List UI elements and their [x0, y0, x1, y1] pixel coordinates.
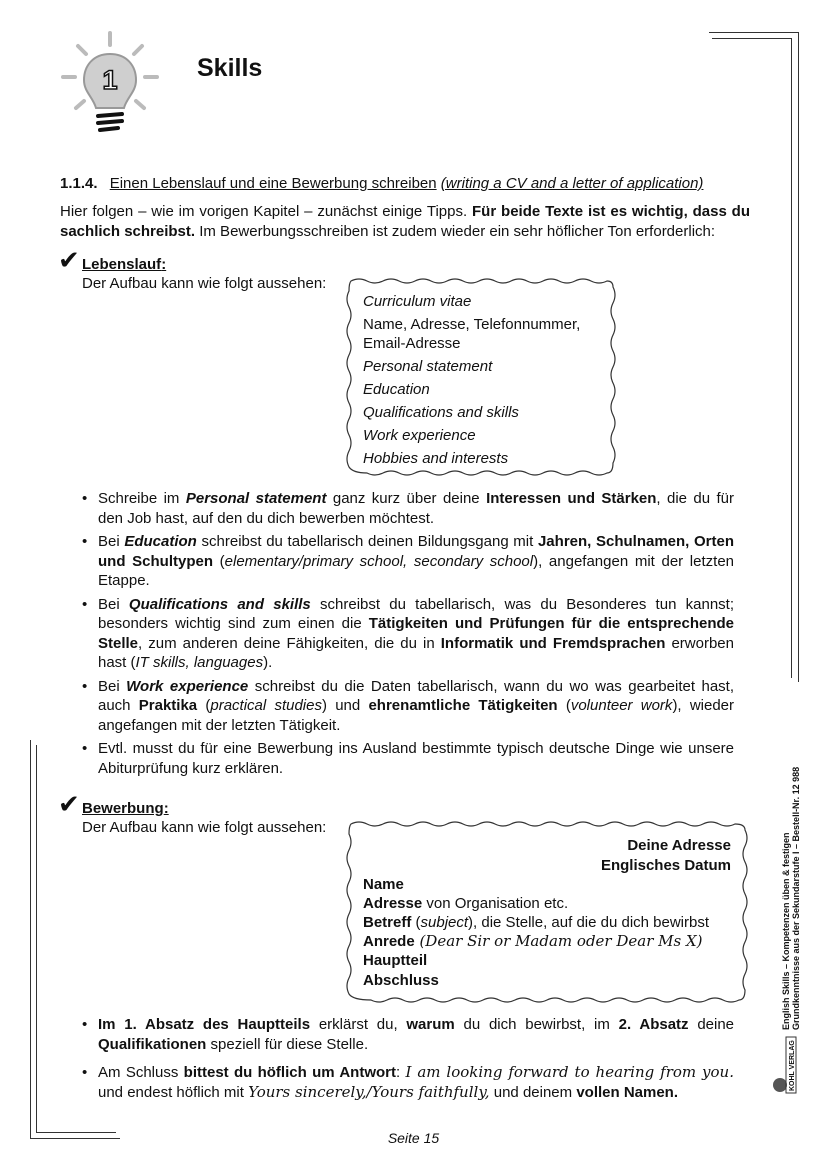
bewerbung-tips	[82, 1015, 734, 1106]
cv-item-4: Personal statement	[363, 358, 493, 375]
section-heading	[60, 174, 750, 194]
letter-adresse: Adresse von Organisation etc.	[363, 895, 569, 912]
bewerbung-heading: Bewerbung:	[82, 800, 169, 817]
frame-right-vertical	[798, 32, 799, 682]
chapter-number: 1	[102, 65, 118, 95]
sidebar-line-2: Grundkenntnisse aus der Sekundarstufe I – Bestell-Nr. 12 988	[791, 766, 801, 1030]
list-item: • Bei Qualifications and skills schreibst du tabellarisch, was du Besonderes tun kannst; besonders wichtig sind zum einen die Tätigkeiten und Prüfungen für die entsprechende Stelle, zum anderen deine Fähigkeiten, die du in Informatik und Fremdsprachen erworben hast (IT skills, languages).	[82, 595, 734, 673]
cv-item-6: Qualifications and skills	[363, 404, 519, 421]
frame-right-vertical-inner	[791, 38, 792, 678]
frame-left-vertical-inner	[36, 745, 37, 1132]
cv-item-7: Work experience	[363, 427, 476, 444]
cv-item-1: Curriculum vitae	[363, 293, 472, 310]
letter-date: Englisches Datum	[600, 857, 731, 874]
list-item: • Evtl. musst du für eine Bewerbung ins Ausland bestimmte typisch deutsche Dinge wie unsere Abiturprüfung kurz erklären.	[82, 739, 734, 778]
intro-text-1: Hier folgen – wie im vorigen Kapitel – zunächst einige Tipps.	[60, 203, 473, 220]
list-item: • Bei Work experience schreibst du die Daten tabellarisch, wann du wo was gearbeitet hast, auch Praktika (practical studies) und ehrenamtliche Tätigkeiten (volunteer work), wieder angefangen mit der letzten Tätigkeit.	[82, 677, 734, 736]
lebenslauf-tips	[82, 489, 734, 782]
cv-item-3: Email-Adresse	[363, 335, 461, 352]
sidebar-line-1: English Skills – Kompetenzen üben & festigen	[781, 832, 791, 1030]
lightbulb-icon	[60, 30, 160, 140]
letter-name: Name	[363, 876, 404, 893]
bewerbung-lead: Der Aufbau kann wie folgt aussehen:	[82, 819, 327, 836]
sidebar-publication-info	[781, 705, 801, 1065]
checkmark-icon: ✔	[58, 790, 80, 820]
frame-top-right	[709, 32, 799, 33]
list-item: • Schreibe im Personal statement ganz kurz über deine Interessen und Stärken, die du für den Job hast, auf den du dich bewerben möchtest.	[82, 489, 734, 528]
list-item: • Bei Education schreibst du tabellarisch deinen Bildungsgang mit Jahren, Schulnamen, Orten und Schultypen (elementary/primary school, secondary school), angefangen mit der letzten Etappe.	[82, 532, 734, 591]
page-number: Seite 15	[387, 1130, 440, 1146]
cv-item-8: Hobbies and interests	[363, 450, 509, 467]
list-item: • Im 1. Absatz des Hauptteils erklärst du, warum du dich bewirbst, im 2. Absatz deine Qualifikationen speziell für diese Stelle.	[82, 1015, 734, 1054]
cv-item-5: Education	[363, 381, 430, 398]
page-title: Skills	[197, 54, 263, 82]
checkmark-icon: ✔	[58, 246, 80, 276]
letter-betreff: Betreff (subject), die Stelle, auf die du dich bewirbst	[363, 914, 710, 931]
letter-address: Deine Adresse	[627, 837, 731, 854]
publisher-name: KOHL VERLAG	[789, 1040, 796, 1091]
cv-item-2: Name, Adresse, Telefonnummer,	[363, 316, 581, 333]
frame-left-vertical	[30, 740, 31, 1138]
intro-bold: Für beide Texte ist es wichtig, dass du sachlich schreibst.	[60, 203, 750, 240]
publisher-logo	[770, 1035, 798, 1095]
list-item: • Am Schluss bittest du höflich um Antwort: I am looking forward to hearing from you. und endest höflich mit Yours sincerely,/Yours faithfully, und deinem vollen Namen.	[82, 1063, 734, 1102]
frame-top-right-inner	[712, 38, 792, 39]
intro-text-2: Im Bewerbungsschreiben ist zudem wieder ein sehr höflicher Ton erforderlich:	[195, 222, 716, 240]
section-number: 1.1.4.	[60, 175, 98, 192]
letter-abschluss: Abschluss	[363, 972, 439, 989]
section-subtitle: (writing a CV and a letter of application)	[440, 175, 704, 192]
section-title: Einen Lebenslauf und eine Bewerbung schreiben	[109, 175, 437, 192]
lebenslauf-lead: Der Aufbau kann wie folgt aussehen:	[82, 275, 327, 292]
intro-paragraph	[60, 202, 750, 241]
letter-hauptteil: Hauptteil	[363, 952, 428, 969]
letter-anrede: Anrede (Dear Sir or Madam oder Dear Ms X)	[363, 932, 703, 950]
lebenslauf-heading: Lebenslauf:	[82, 256, 167, 273]
